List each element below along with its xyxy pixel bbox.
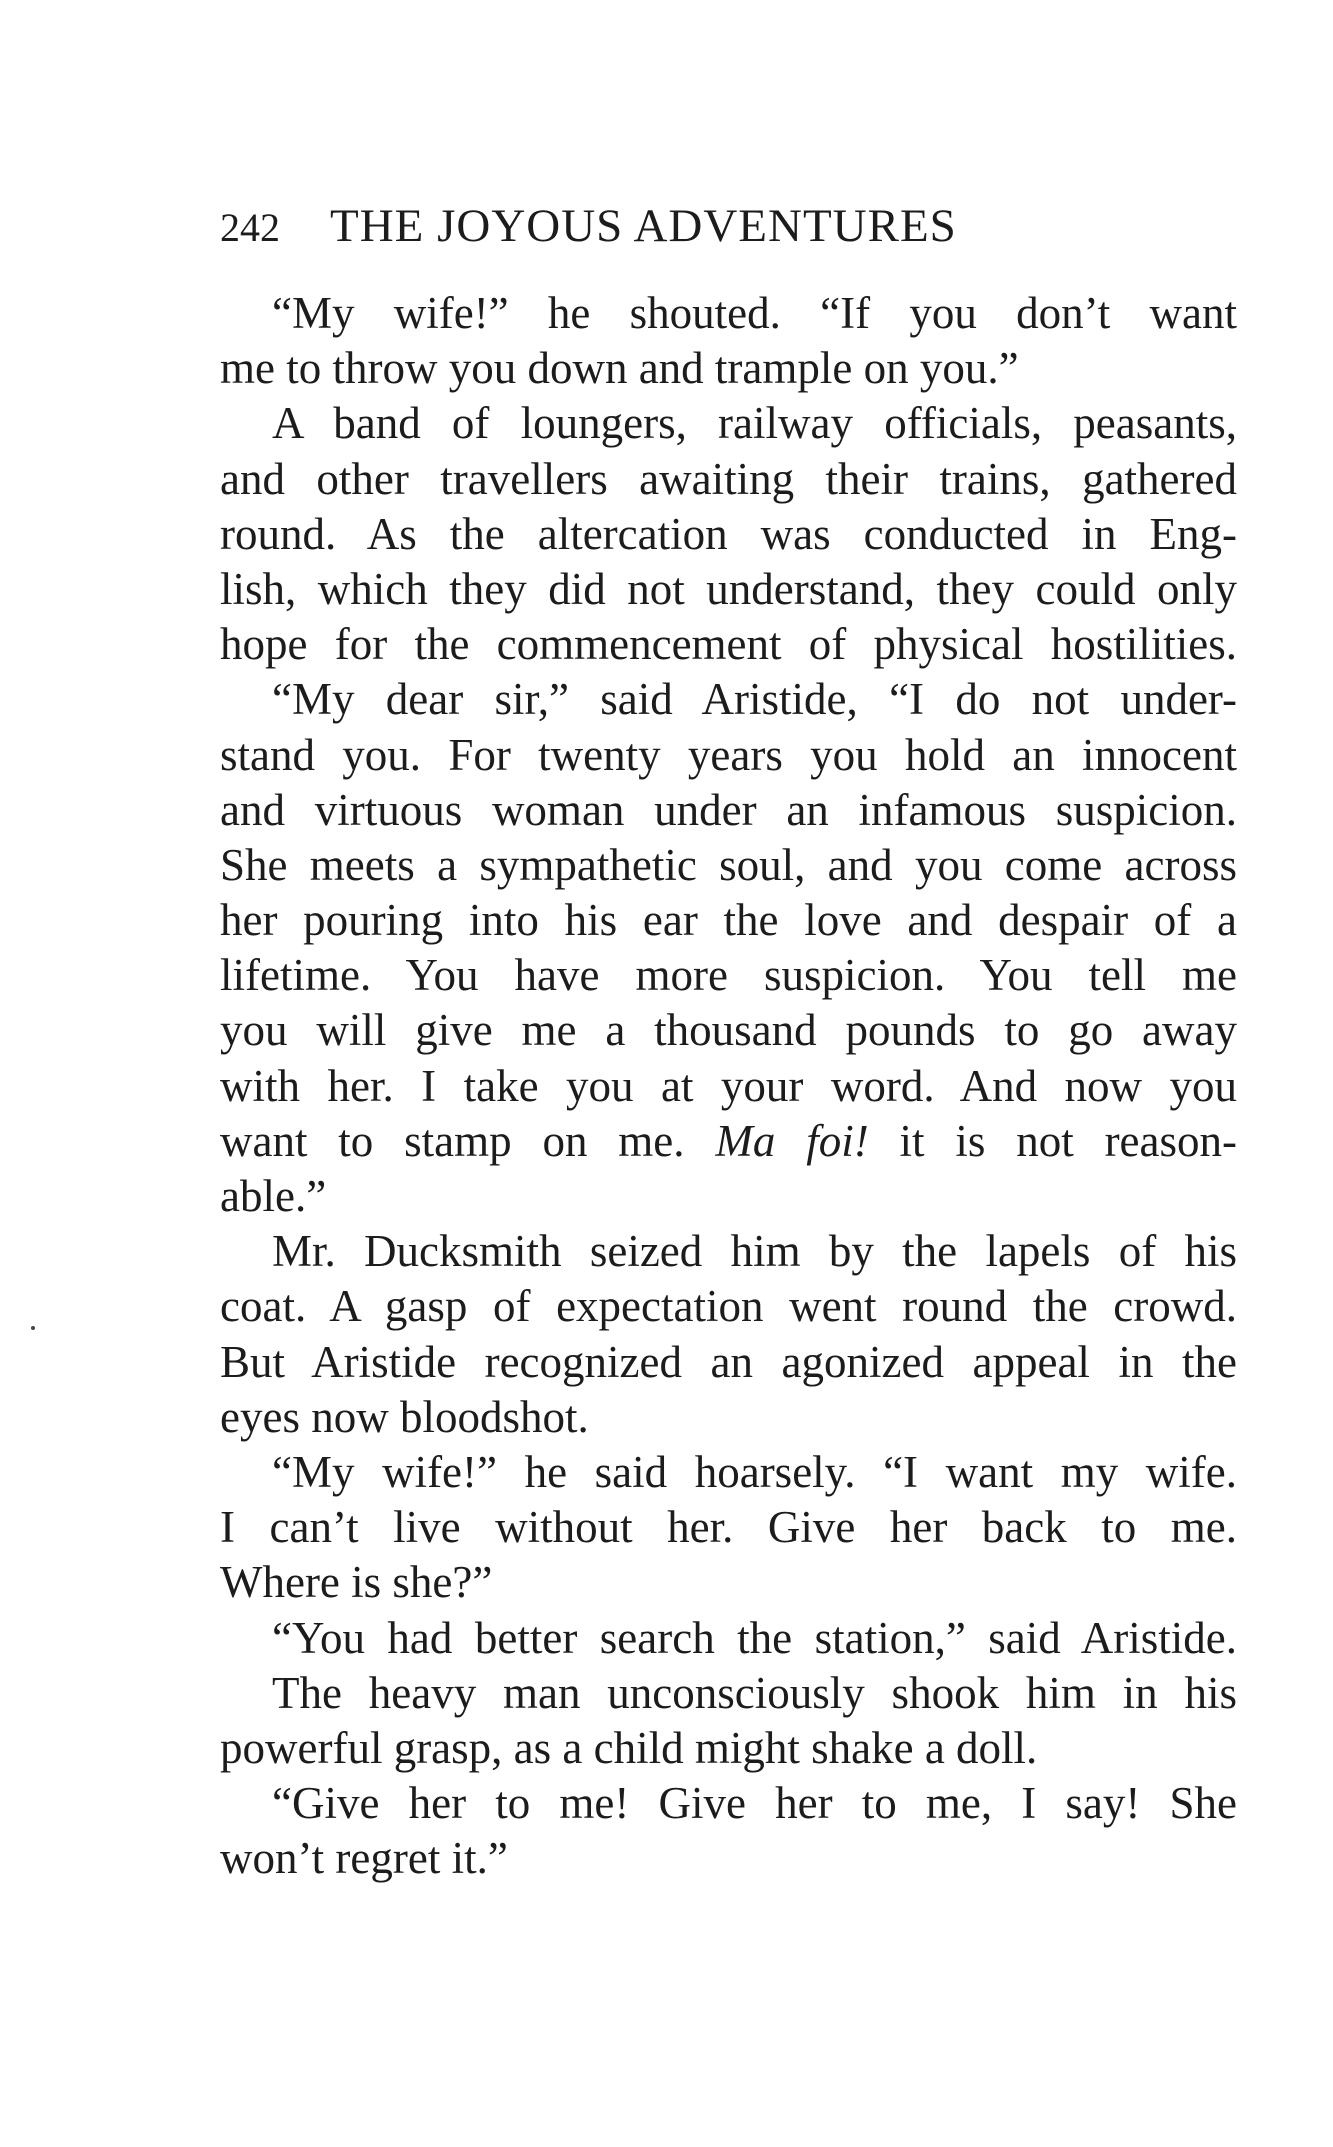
text-segment: want to stamp on me. [220,1115,685,1166]
text-line: stand you. For twenty years you hold an innocent [220,729,1237,780]
text-line: The heavy man unconsciously shook him in his [272,1667,1237,1718]
text-line: powerful grasp, as a child might shake a doll. [220,1722,1038,1773]
margin-speck [31,1326,35,1330]
italic-phrase: Ma foi! [715,1115,869,1166]
text-line: lifetime. You have more suspicion. You tell me [220,950,1237,1001]
text-line: me to throw you down and trample on you.” [220,343,1019,394]
running-title: THE JOYOUS ADVENTURES [330,200,957,252]
text-line: eyes now bloodshot. [220,1391,589,1442]
text-line: But Aristide recognized an agonized appeal in the [220,1336,1237,1387]
text-line: hope for the commencement of physical hostilities. [220,619,1237,670]
text-line: “My wife!” he said hoarsely. “I want my wife. [272,1446,1237,1497]
text-segment: it is not reason- [899,1115,1238,1166]
text-line: coat. A gasp of expectation went round the crowd. [220,1281,1237,1332]
text-line: and virtuous woman under an infamous suspicion. [220,784,1237,835]
text-line: “Give her to me! Give her to me, I say! She [272,1778,1237,1829]
text-line: with her. I take you at your word. And now you [220,1060,1237,1111]
text-line: lish, which they did not understand, they could only [220,563,1237,614]
text-line: “You had better search the station,” said Aristide. [272,1612,1237,1663]
text-line: you will give me a thousand pounds to go away [220,1005,1237,1056]
text-line: won’t regret it.” [220,1833,508,1884]
page-number: 242 [220,205,280,250]
text-line: She meets a sympathetic soul, and you come across [220,839,1237,890]
text-line: able.” [220,1171,327,1221]
body-text [220,286,1237,1886]
text-line: A band of loungers, railway officials, peasants, [272,398,1237,449]
running-head [220,196,1240,256]
text-line: her pouring into his ear the love and despair of a [220,895,1237,946]
text-line-with-italic [220,1114,1237,1169]
text-line: and other travellers awaiting their trains, gathered [220,453,1237,504]
text-line: I can’t live without her. Give her back to me. [220,1502,1237,1553]
text-line: “My wife!” he shouted. “If you don’t want [272,288,1237,338]
text-line: Mr. Ducksmith seized him by the lapels of his [272,1226,1237,1277]
text-line: Where is she?” [220,1557,493,1608]
text-line: round. As the altercation was conducted in Eng- [220,508,1237,559]
text-line: “My dear sir,” said Aristide, “I do not under- [272,674,1237,725]
